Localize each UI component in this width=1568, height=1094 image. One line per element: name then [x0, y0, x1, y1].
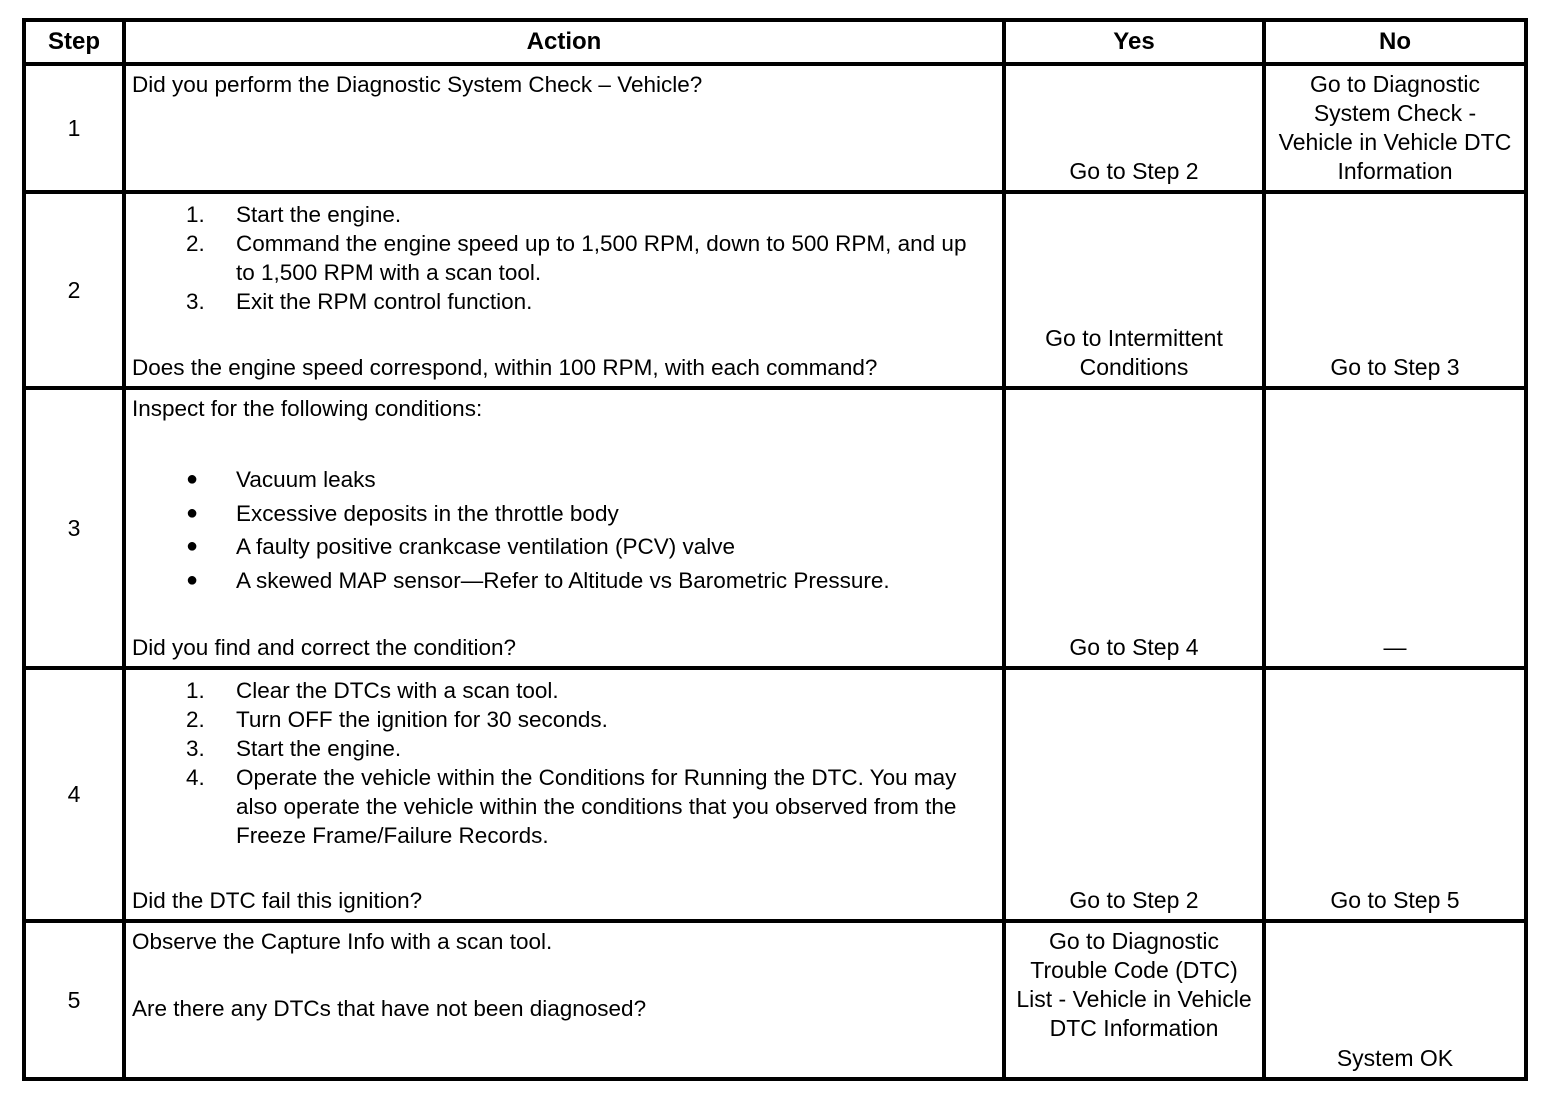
yes-result: Go to Diagnostic Trouble Code (DTC) List - Vehicle in Vehicle DTC Information	[1004, 921, 1264, 1079]
condition-list	[132, 463, 990, 597]
action-question: Does the engine speed correspond, within 100 RPM, with each command?	[132, 355, 878, 380]
step-text: Start the engine.	[236, 202, 402, 227]
bullet-icon: ●	[186, 535, 199, 557]
step-index: 3.	[186, 289, 205, 314]
step-text: Start the engine.	[236, 736, 402, 761]
bullet-icon: ●	[186, 468, 199, 490]
list-item-text: Excessive deposits in the throttle body	[236, 500, 619, 526]
step-number: 3	[24, 388, 124, 668]
step-index: 3.	[186, 736, 205, 761]
table-row	[24, 388, 1526, 668]
step-text: Clear the DTCs with a scan tool.	[236, 678, 559, 703]
no-result: System OK	[1264, 921, 1526, 1079]
step-index: 4.	[186, 765, 205, 790]
step-text: Operate the vehicle within the Conditions for Running the DTC. You may also operate the vehicle within the conditions that you observed from the Freeze Frame/Failure Records.	[236, 765, 957, 848]
action-question: Did you perform the Diagnostic System Check – Vehicle?	[132, 72, 703, 97]
table-row	[24, 668, 1526, 921]
yes-result: Go to Intermittent Conditions	[1004, 192, 1264, 388]
list-item-text: A skewed MAP sensor—Refer to Altitude vs Barometric Pressure.	[236, 567, 890, 593]
numbered-step	[132, 734, 990, 763]
no-result: Go to Step 3	[1264, 192, 1526, 388]
step-index: 1.	[186, 202, 205, 227]
no-result: Go to Step 5	[1264, 668, 1526, 921]
step-text: Turn OFF the ignition for 30 seconds.	[236, 707, 608, 732]
no-result: Go to Diagnostic System Check - Vehicle in Vehicle DTC Information	[1264, 64, 1526, 192]
action-cell	[124, 64, 1004, 192]
numbered-step	[132, 287, 990, 316]
header-no: No	[1264, 20, 1526, 64]
step-text: Exit the RPM control function.	[236, 289, 533, 314]
yes-result: Go to Step 2	[1004, 64, 1264, 192]
table-row	[24, 921, 1526, 1079]
action-intro: Inspect for the following conditions:	[132, 396, 483, 421]
numbered-step	[132, 763, 990, 850]
header-yes: Yes	[1004, 20, 1264, 64]
step-number: 2	[24, 192, 124, 388]
numbered-steps	[132, 676, 990, 850]
numbered-step	[132, 676, 990, 705]
list-item	[132, 463, 990, 497]
table-row	[24, 192, 1526, 388]
step-index: 1.	[186, 678, 205, 703]
step-index: 2.	[186, 231, 205, 256]
header-row	[24, 20, 1526, 64]
no-result: —	[1264, 388, 1526, 668]
list-item-text: Vacuum leaks	[236, 467, 376, 492]
bullet-icon: ●	[186, 568, 199, 591]
action-question: Are there any DTCs that have not been diagnosed?	[132, 996, 647, 1021]
list-item	[132, 564, 990, 598]
action-cell	[124, 921, 1004, 1079]
bullet-icon: ●	[186, 501, 199, 524]
action-cell	[124, 192, 1004, 388]
action-cell	[124, 668, 1004, 921]
yes-result: Go to Step 2	[1004, 668, 1264, 921]
diagnostic-table	[22, 18, 1528, 1081]
numbered-steps	[132, 200, 990, 316]
action-question: Did you find and correct the condition?	[132, 635, 516, 660]
action-cell	[124, 388, 1004, 668]
action-intro: Observe the Capture Info with a scan tool.	[132, 929, 553, 954]
step-number: 5	[24, 921, 124, 1079]
numbered-step	[132, 200, 990, 229]
numbered-step	[132, 705, 990, 734]
step-text: Command the engine speed up to 1,500 RPM, down to 500 RPM, and up to 1,500 RPM with a scan tool.	[236, 231, 967, 285]
list-item	[132, 530, 990, 564]
step-number: 4	[24, 668, 124, 921]
table-row	[24, 64, 1526, 192]
step-index: 2.	[186, 707, 205, 732]
step-number: 1	[24, 64, 124, 192]
yes-result: Go to Step 4	[1004, 388, 1264, 668]
list-item	[132, 497, 990, 531]
header-action: Action	[124, 20, 1004, 64]
header-step: Step	[24, 20, 124, 64]
list-item-text: A faulty positive crankcase ventilation (PCV) valve	[236, 534, 735, 559]
action-question: Did the DTC fail this ignition?	[132, 888, 423, 913]
numbered-step	[132, 229, 990, 287]
